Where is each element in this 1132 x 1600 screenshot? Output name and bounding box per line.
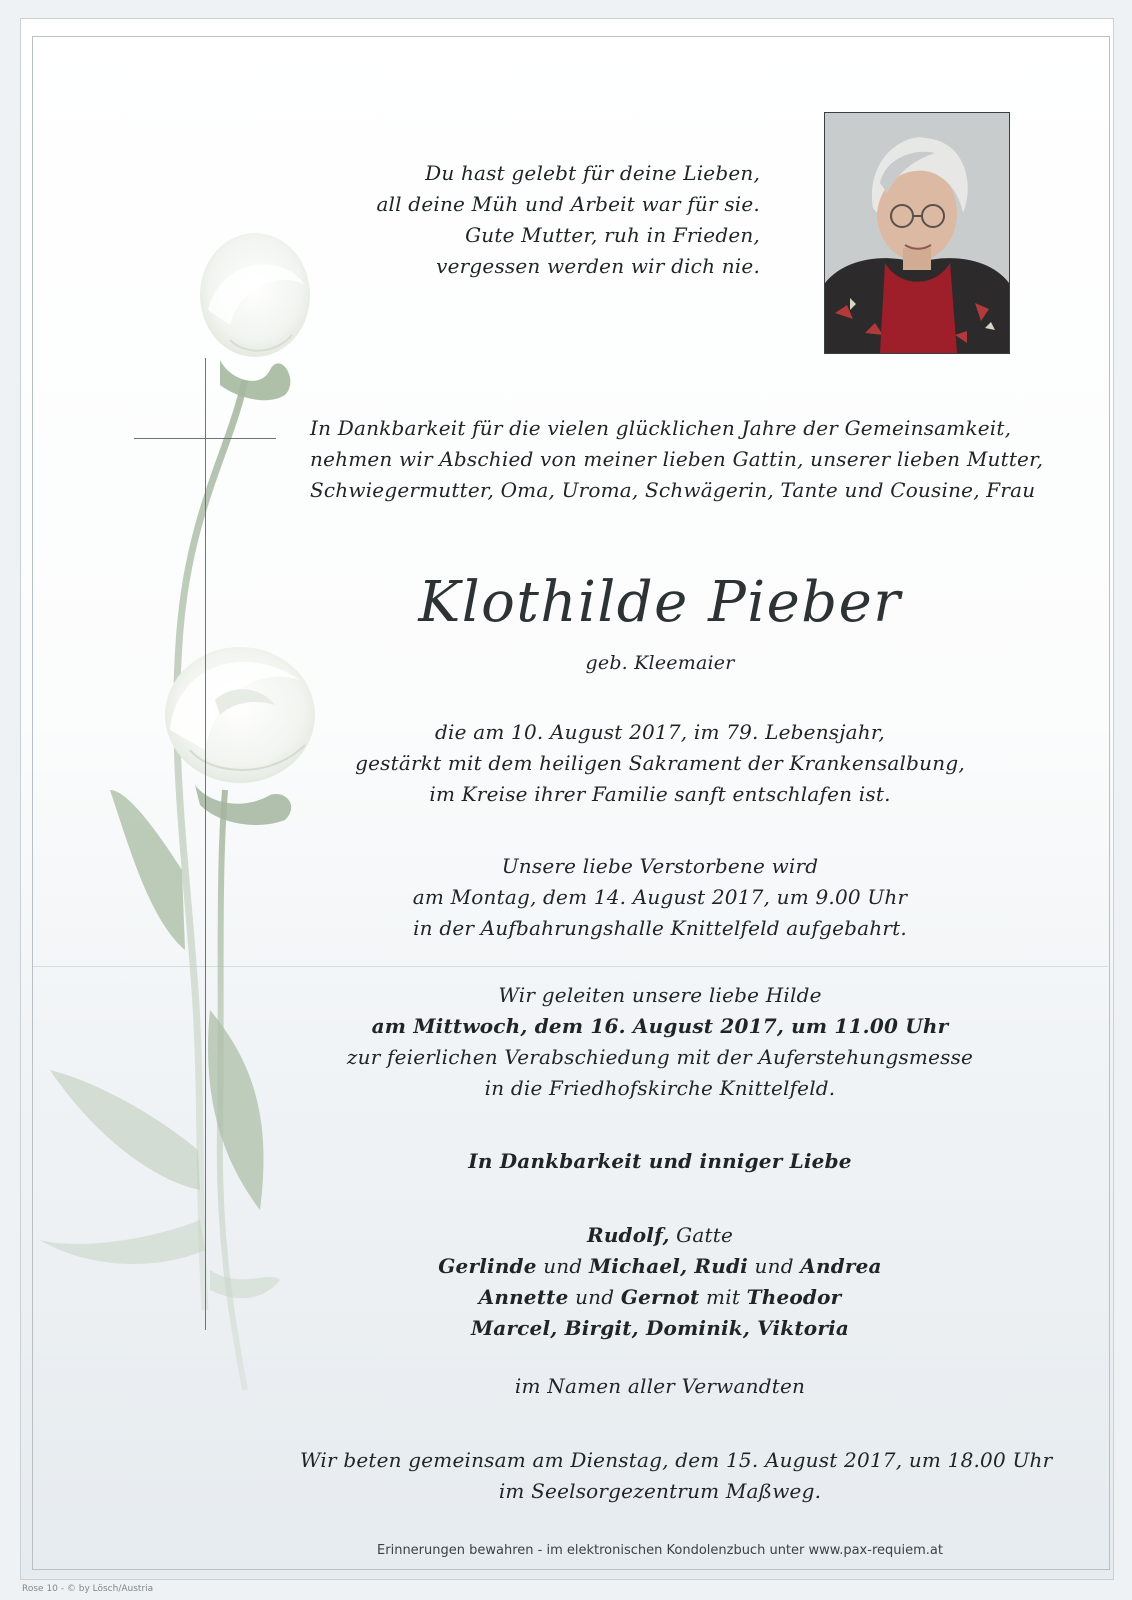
family-list: [360, 1220, 960, 1344]
family-conj: mit: [699, 1285, 747, 1309]
death-notice: [330, 717, 990, 810]
maiden-name: geb. Kleemaier: [585, 652, 735, 674]
prayer-notice: [300, 1445, 1053, 1507]
family-name: Gernot: [620, 1285, 700, 1309]
leaf-shape: [208, 1010, 263, 1210]
farewell-line: in die Friedhofskirche Knittelfeld.: [484, 1076, 836, 1100]
verse: [360, 158, 760, 282]
farewell-notice: [330, 980, 990, 1104]
family-name: Andrea: [800, 1254, 882, 1278]
death-line: gestärkt mit dem heiligen Sakrament der Krankensalbung,: [355, 751, 965, 775]
family-name: Michael, Rudi: [588, 1254, 748, 1278]
family-name: Annette: [478, 1285, 569, 1309]
deceased-name: Klothilde Pieber: [418, 570, 902, 635]
intro-line: nehmen wir Abschied von meiner lieben Gattin, unserer lieben Mutter,: [310, 447, 1044, 471]
verse-line: vergessen werden wir dich nie.: [436, 254, 760, 278]
farewell-line: Wir geleiten unsere liebe Hilde: [498, 983, 822, 1007]
verse-line: Gute Mutter, ruh in Frieden,: [465, 223, 760, 247]
cross-icon: [205, 358, 206, 1330]
family-row: Marcel, Birgit, Dominik, Viktoria: [470, 1316, 850, 1340]
leaf-shape: [40, 1220, 205, 1264]
viewing-line: Unsere liebe Verstorbene wird: [501, 854, 819, 878]
leaf-shape: [210, 1270, 280, 1298]
intro-paragraph: [310, 413, 1044, 506]
family-role: Gatte: [669, 1223, 733, 1247]
family-row: [360, 1251, 960, 1282]
gratitude-line: In Dankbarkeit und inniger Liebe: [468, 1149, 852, 1173]
family-row: [360, 1220, 960, 1251]
verse-line: all deine Müh und Arbeit war für sie.: [376, 192, 760, 216]
cross-bar: [134, 438, 276, 439]
leaf-shape: [50, 1070, 200, 1190]
viewing-line: am Montag, dem 14. August 2017, um 9.00 Uhr: [412, 885, 908, 909]
family-row: [360, 1282, 960, 1313]
family-conj: und: [747, 1254, 801, 1278]
family-conj: und: [536, 1254, 589, 1278]
intro-line: Schwiegermutter, Oma, Uroma, Schwägerin, Tante und Cousine, Frau: [310, 478, 1036, 502]
white-rose-illustration: [30, 230, 340, 1410]
farewell-line: zur feierlichen Verabschiedung mit der Auferstehungsmesse: [346, 1045, 974, 1069]
intro-line: In Dankbarkeit für die vielen glücklichen Jahre der Gemeinsamkeit,: [310, 416, 1012, 440]
viewing-notice: [380, 851, 940, 944]
family-conj: und: [568, 1285, 621, 1309]
family-name: Theodor: [746, 1285, 842, 1309]
death-line: die am 10. August 2017, im 79. Lebensjahr,: [435, 720, 885, 744]
condolence-book-note: Erinnerungen bewahren - im elektronischen Kondolenzbuch unter www.pax-requiem.at: [377, 1543, 943, 1558]
farewell-date: am Mittwoch, dem 16. August 2017, um 11.00 Uhr: [371, 1014, 949, 1038]
family-name: Rudolf,: [587, 1223, 670, 1247]
design-credit: Rose 10 - © by Lösch/Austria: [22, 1584, 154, 1594]
verse-line: Du hast gelebt für deine Lieben,: [425, 161, 760, 185]
relatives-line: im Namen aller Verwandten: [514, 1374, 806, 1398]
family-name: Gerlinde: [438, 1254, 537, 1278]
leaf-shape: [110, 790, 185, 950]
prayer-line: Wir beten gemeinsam am Dienstag, dem 15. August 2017, um 18.00 Uhr: [300, 1448, 1053, 1472]
prayer-line: im Seelsorgezentrum Maßweg.: [498, 1479, 822, 1503]
viewing-line: in der Aufbahrungshalle Knittelfeld aufgebahrt.: [413, 916, 907, 940]
death-line: im Kreise ihrer Familie sanft entschlafen ist.: [429, 782, 891, 806]
portrait-photo: [824, 112, 1010, 354]
